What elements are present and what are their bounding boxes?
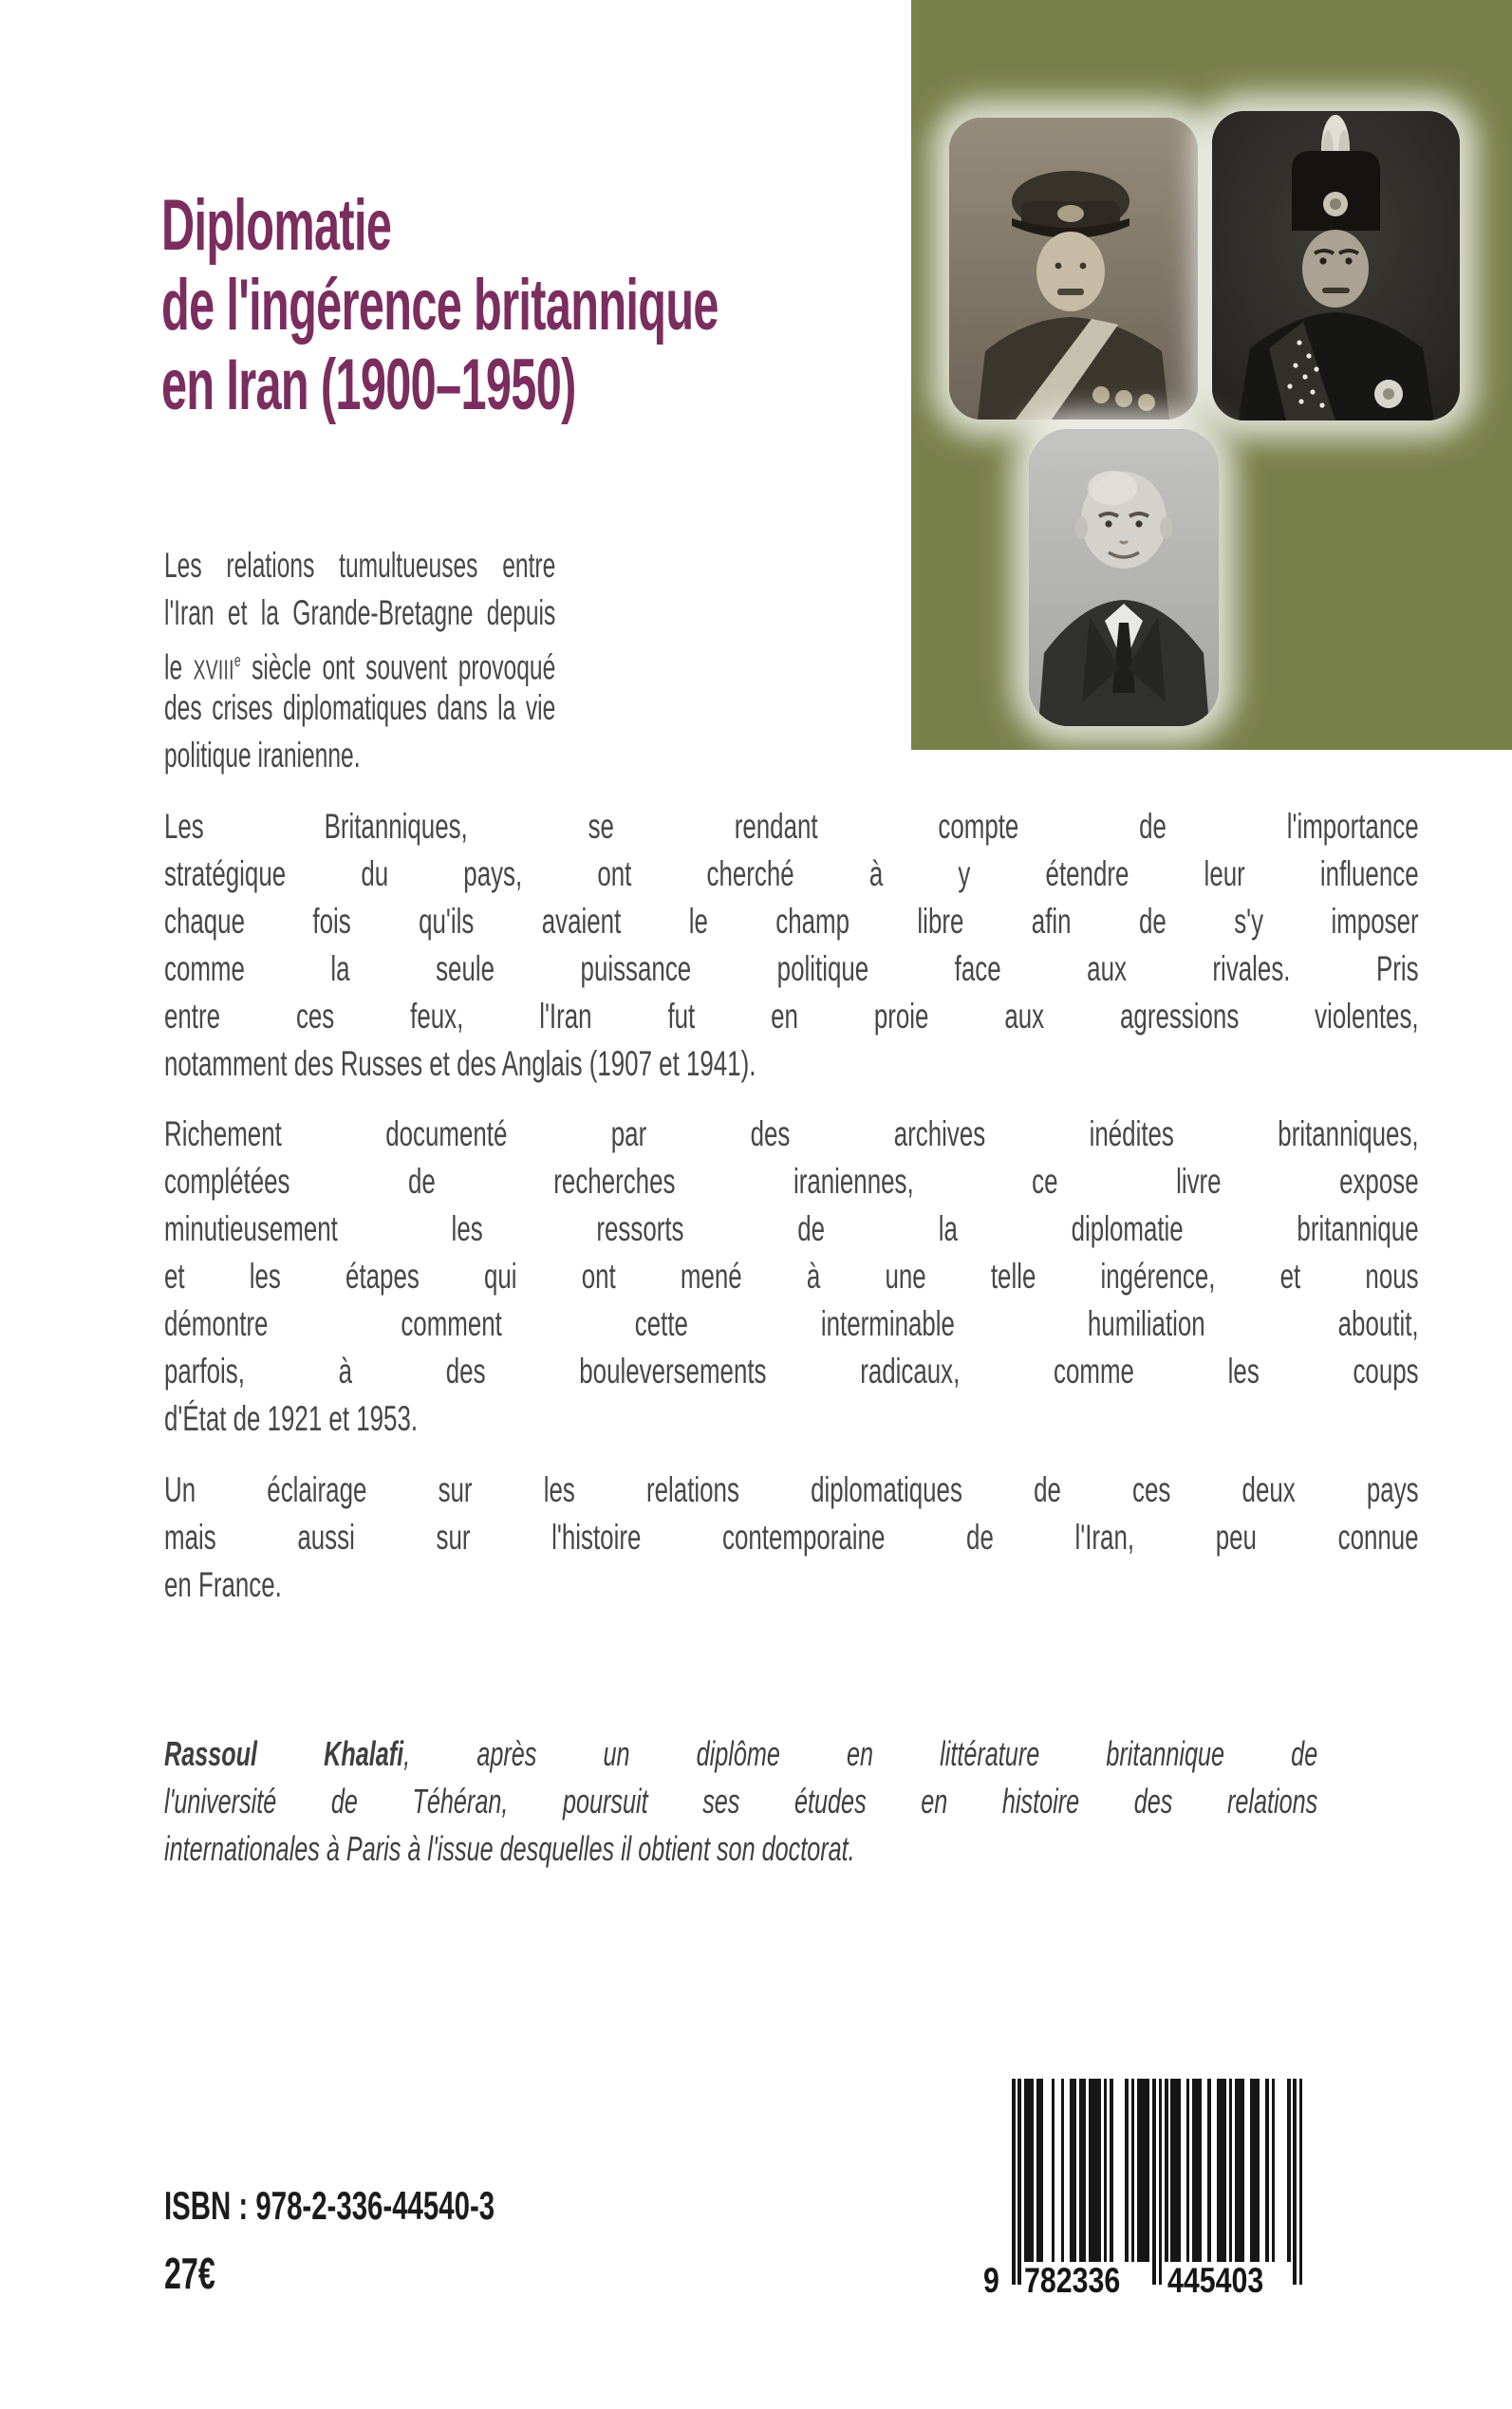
barcode-bar	[1089, 2079, 1101, 2262]
barcode-left-digits: 782336	[1024, 2261, 1121, 2300]
paragraph-4	[164, 1466, 1419, 1609]
book-title	[161, 186, 830, 425]
barcode-bar	[1017, 2079, 1021, 2285]
barcode-bar	[1235, 2079, 1244, 2262]
author-bio	[164, 1730, 1317, 1873]
barcode-bar	[1159, 2079, 1163, 2285]
bio-line: l'université de Téhéran, poursuit ses études en histoire des relations	[164, 1782, 1318, 1821]
body-line: complétées de recherches iraniennes, ce livre expose	[164, 1162, 1419, 1201]
paragraph-2	[164, 803, 1419, 1088]
intro-paragraph	[164, 542, 555, 779]
barcode-bar	[1012, 2079, 1016, 2285]
barcode-bar	[1207, 2079, 1211, 2262]
intro-line: des crises diplomatiques dans la vie	[164, 688, 556, 727]
intro-line: Les relations tumultueuses entre	[164, 546, 556, 585]
barcode-bar	[1192, 2079, 1202, 2262]
barcode-bar	[1137, 2079, 1149, 2262]
portrait-photo-2	[1212, 111, 1460, 420]
barcode-bar	[1131, 2079, 1135, 2262]
barcode-bar	[1079, 2079, 1086, 2262]
isbn-label: ISBN : 978-2-336-44540-3	[164, 2183, 495, 2228]
portrait-military-officer-image	[949, 118, 1198, 420]
barcode-bar	[1052, 2079, 1055, 2262]
barcode-bar	[1070, 2079, 1076, 2262]
bio-line: Rassoul Khalafi, après un diplôme en littérature britannique de	[164, 1734, 1318, 1773]
barcode-bar	[1186, 2079, 1190, 2262]
portrait-bald-man-image	[1029, 429, 1219, 726]
price-label: 27€	[164, 2249, 215, 2298]
barcode-bar	[1125, 2079, 1129, 2262]
title-line-2: de l'ingérence britannique	[161, 265, 719, 345]
barcode-bar	[1165, 2079, 1168, 2262]
body-line: en France.	[164, 1565, 282, 1604]
barcode-bar	[1293, 2079, 1297, 2285]
title-line-1: Diplomatie	[161, 185, 392, 266]
intro-line: politique iranienne.	[164, 736, 361, 775]
barcode-bar	[1104, 2079, 1108, 2262]
barcode-bar	[1036, 2079, 1043, 2262]
ean13-barcode	[983, 2079, 1302, 2306]
barcode-bar	[1229, 2079, 1233, 2262]
paragraph-3	[164, 1111, 1419, 1443]
barcode-bar	[1061, 2079, 1065, 2262]
body-line: mais aussi sur l'histoire contemporaine de l'Iran, peu connue	[164, 1518, 1419, 1557]
barcode-bar	[1272, 2079, 1276, 2262]
body-line: Richement documenté par des archives inédites britanniques,	[164, 1114, 1419, 1153]
barcode-right-digits: 445403	[1167, 2261, 1264, 2300]
barcode-bar	[1110, 2079, 1113, 2262]
title-line-3: en Iran (1900–1950)	[161, 345, 576, 425]
body-line: Les Britanniques, se rendant compte de l'importance	[164, 807, 1419, 846]
ordinal-superscript: e	[233, 650, 241, 670]
barcode-bar	[1152, 2079, 1156, 2285]
body-line: notamment des Russes et des Anglais (1907 et 1941).	[164, 1044, 756, 1083]
intro-line: le XVIIIe siècle ont souvent provoqué	[164, 647, 556, 687]
barcode-bar	[1287, 2079, 1291, 2262]
author-name: Rassoul Khalafi	[164, 1734, 404, 1773]
body-line: parfois, à des bouleversements radicaux, comme les coups	[164, 1352, 1419, 1391]
body-line: d'État de 1921 et 1953.	[164, 1399, 419, 1438]
body-line: stratégique du pays, ont cherché à y étendre leur influence	[164, 854, 1419, 893]
intro-line: l'Iran et la Grande-Bretagne depuis	[164, 593, 556, 632]
body-line: comme la seule puissance politique face aux rivales. Pris	[164, 949, 1419, 988]
barcode-bar	[1265, 2079, 1269, 2262]
body-line: démontre comment cette interminable humiliation aboutit,	[164, 1304, 1419, 1343]
portrait-plumed-hat-image	[1212, 111, 1460, 420]
body-line: Un éclairage sur les relations diplomatiques de ces deux pays	[164, 1470, 1419, 1509]
barcode-bar	[1170, 2079, 1180, 2262]
portrait-photo-1	[949, 118, 1198, 420]
photo-panel	[911, 0, 1512, 750]
bio-line: internationales à Paris à l'issue desquelles il obtient son doctorat.	[164, 1829, 855, 1868]
roman-numeral: XVIII	[193, 655, 234, 686]
barcode-bar	[1217, 2079, 1226, 2262]
body-line: chaque fois qu'ils avaient le champ libre afin de s'y imposer	[164, 902, 1419, 941]
body-line: minutieusement les ressorts de la diplomatie britannique	[164, 1209, 1419, 1248]
portrait-photo-3	[1029, 429, 1219, 726]
barcode-bar	[1250, 2079, 1260, 2262]
barcode-bar	[1024, 2079, 1034, 2262]
body-line: entre ces feux, l'Iran fut en proie aux agressions violentes,	[164, 997, 1419, 1036]
barcode-bar	[1299, 2079, 1303, 2285]
body-line: et les étapes qui ont mené à une telle ingérence, et nous	[164, 1257, 1419, 1296]
barcode-first-digit: 9	[983, 2261, 999, 2300]
